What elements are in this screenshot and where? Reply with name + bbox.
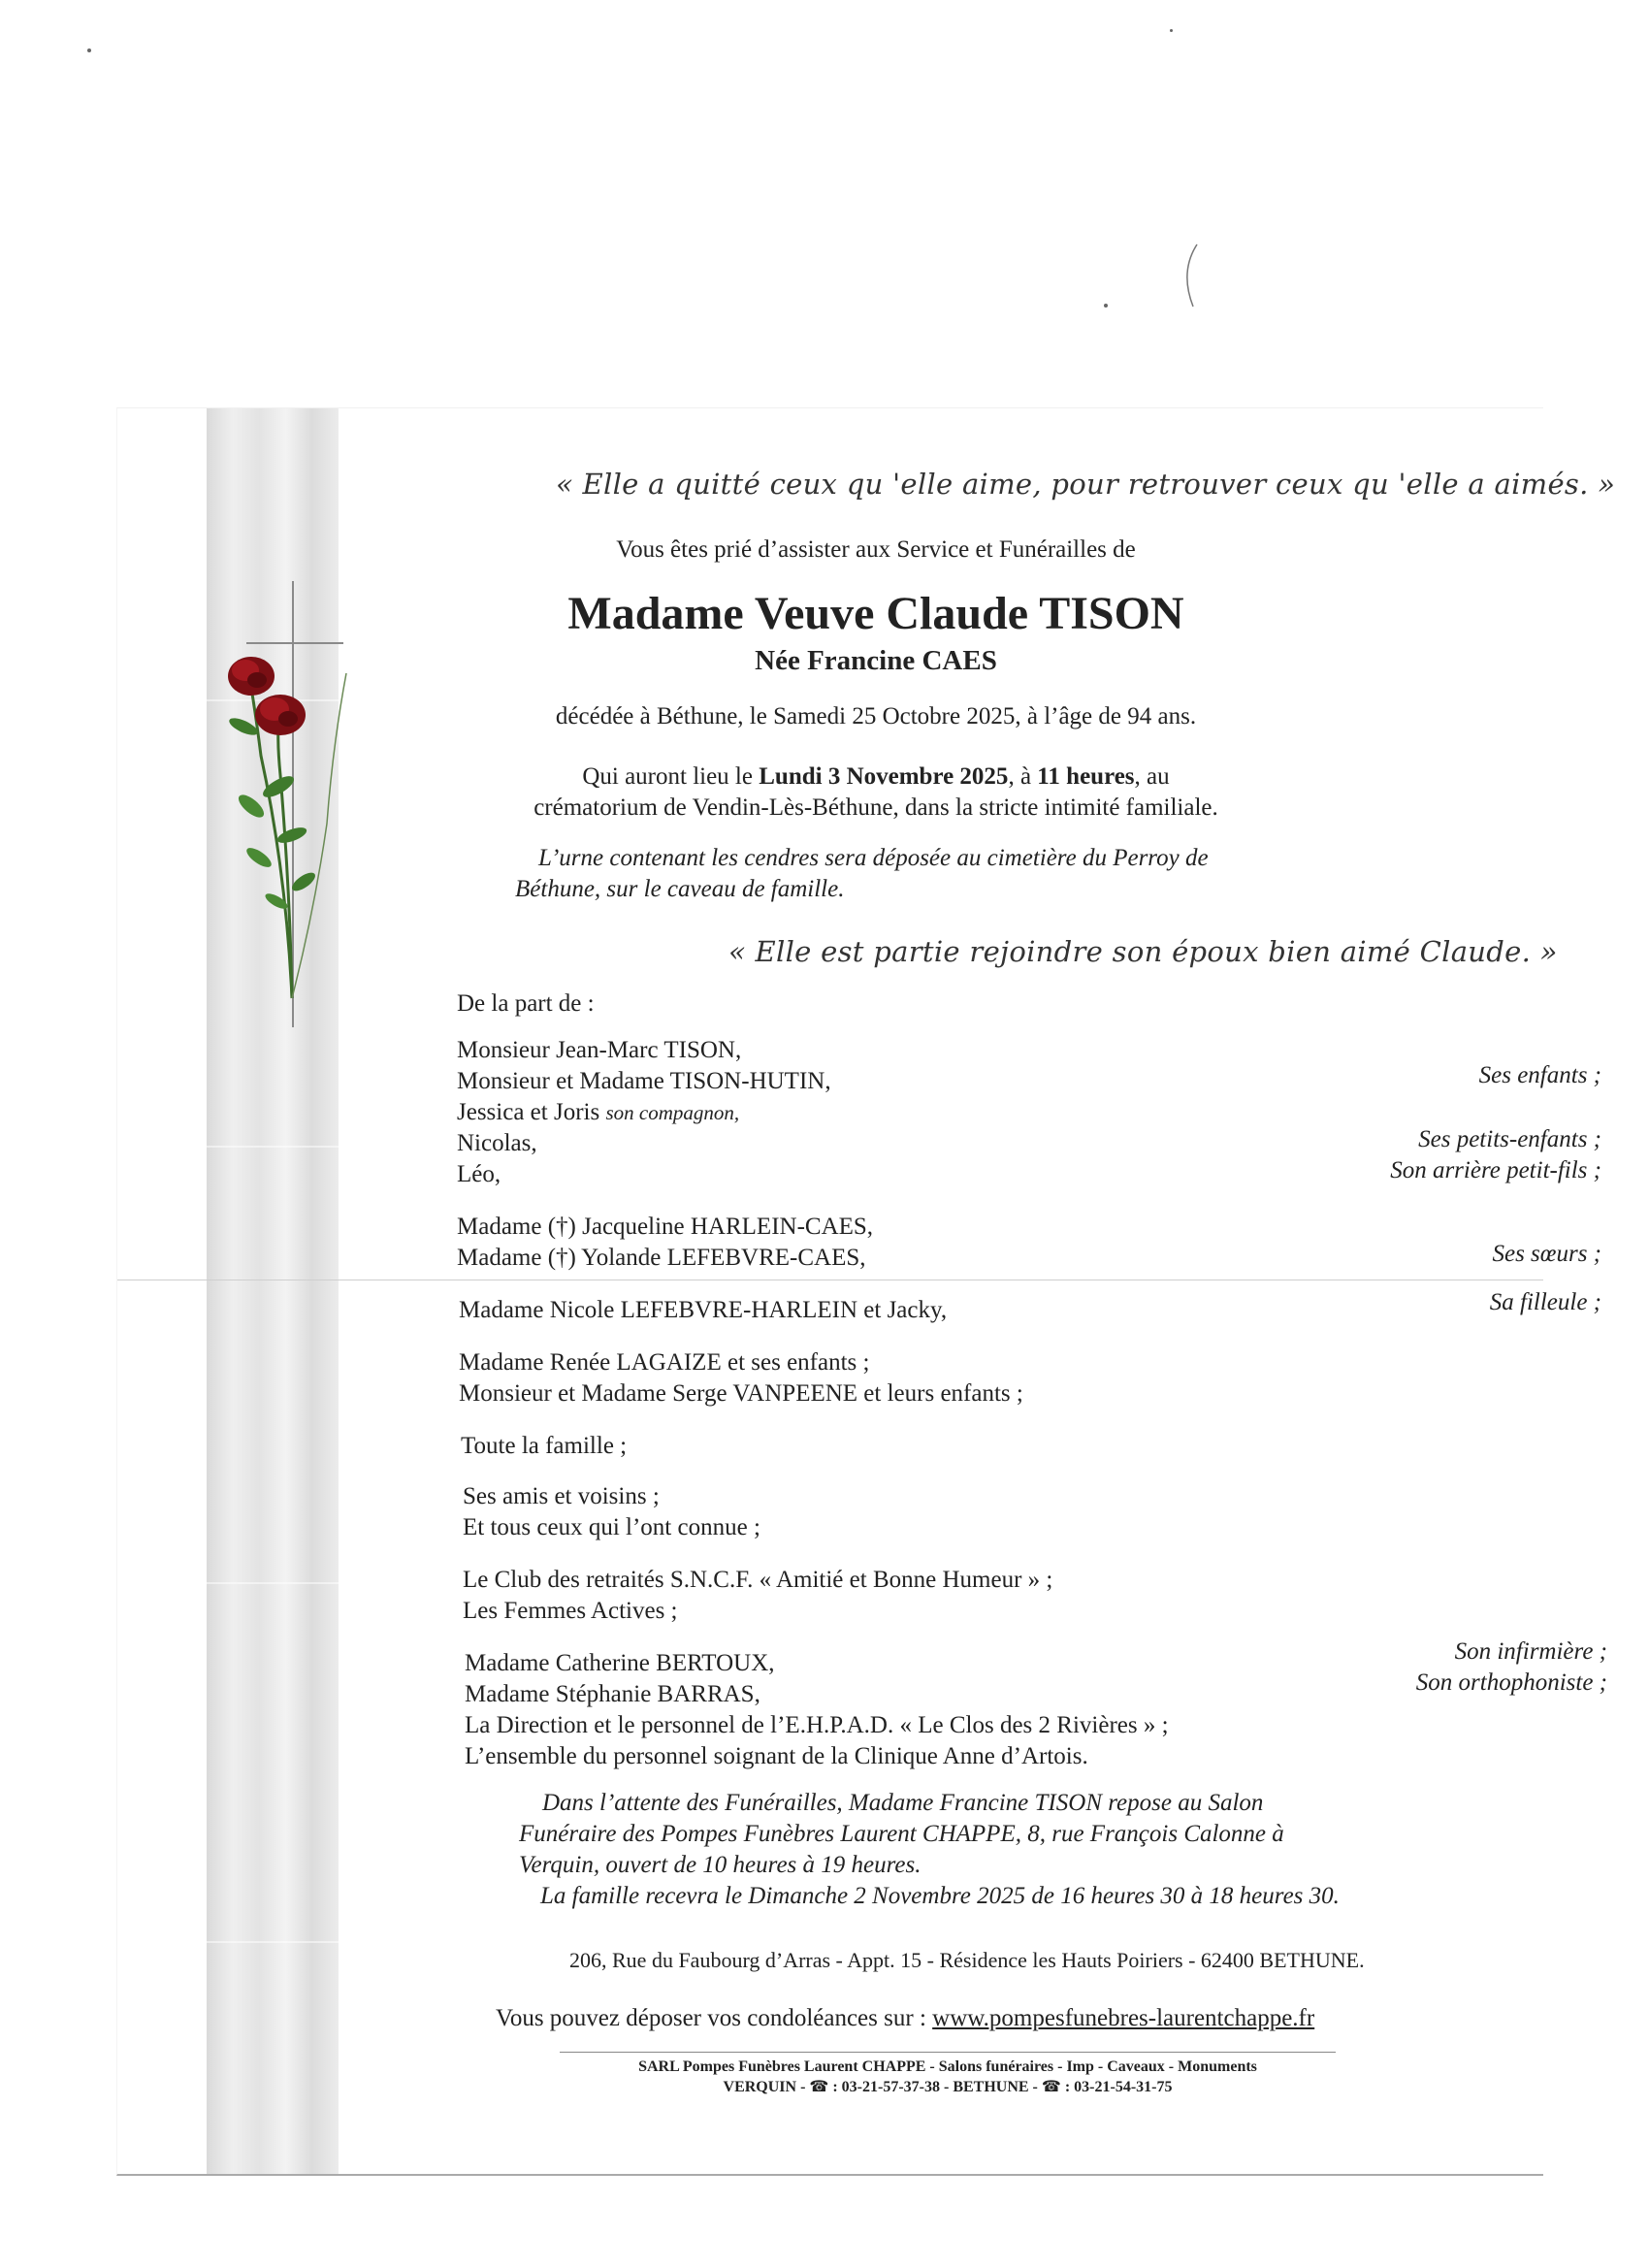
intro-line: Vous êtes prié d’assister aux Service et Funérailles de [616, 536, 1136, 563]
family-line-name: Jessica et Joris [457, 1099, 600, 1125]
service-suffix: , au [1134, 763, 1170, 790]
family-line: Madame Stéphanie BARRAS, [465, 1681, 760, 1707]
phone-icon: ☎ [809, 2077, 829, 2095]
footer-verquin-tel: : 03-21-57-37-38 - BETHUNE - [832, 2079, 1038, 2095]
salon-line-1: Dans l’attente des Funérailles, Madame Francine TISON repose au Salon [542, 1790, 1264, 1816]
relation-label: Son arrière petit-fils ; [1390, 1157, 1601, 1183]
service-line-1 [187, 761, 1565, 793]
relation-label: Son infirmière ; [1454, 1638, 1607, 1665]
relation-label: Ses sœurs ; [1492, 1241, 1601, 1267]
family-line: La Direction et le personnel de l’E.H.P.A.D. « Le Clos des 2 Rivières » ; [465, 1712, 1169, 1738]
address: 206, Rue du Faubourg d’Arras - Appt. 15 - Résidence les Hauts Poiriers - 62400 BETHUNE. [569, 1948, 1365, 1972]
family-line: Monsieur et Madame Serge VANPEENE et leurs enfants ; [459, 1380, 1023, 1407]
service-line-2: crématorium de Vendin-Lès-Béthune, dans la stricte intimité familiale. [534, 794, 1218, 821]
death-line: décédée à Béthune, le Samedi 25 Octobre 2025, à l’âge de 94 ans. [555, 703, 1197, 729]
footer-rule [560, 2052, 1336, 2053]
condolences-line [496, 2003, 1314, 2034]
from-label: De la part de : [457, 990, 595, 1017]
salon-line-2: Funéraire des Pompes Funèbres Laurent CHAPPE, 8, rue François Calonne à [519, 1821, 1284, 1847]
family-line: Et tous ceux qui l’ont connue ; [463, 1514, 760, 1540]
maiden-name: Née Francine CAES [755, 645, 997, 676]
footer-bethune-tel: : 03-21-54-31-75 [1064, 2079, 1173, 2095]
footer-phones [560, 2077, 1336, 2097]
salon-line-3: Verquin, ouvert de 10 heures à 19 heures. [519, 1852, 922, 1878]
family-line: Madame Catherine BERTOUX, [465, 1650, 775, 1676]
condolences-label: Vous pouvez déposer vos condoléances sur : [496, 2005, 926, 2031]
family-line: Nicolas, [457, 1130, 537, 1156]
scan-speck [1104, 304, 1108, 308]
service-prefix: Qui auront lieu le [582, 763, 753, 790]
urn-line-2: Béthune, sur le caveau de famille. [515, 876, 845, 902]
scan-mark [1174, 243, 1203, 310]
family-line: Madame Renée LAGAIZE et ses enfants ; [459, 1349, 870, 1376]
phone-icon: ☎ [1041, 2077, 1061, 2095]
relation-label: Ses enfants ; [1478, 1062, 1601, 1088]
service-date: Lundi 3 Novembre 2025 [759, 763, 1009, 790]
relation-label: Ses petits-enfants ; [1418, 1126, 1601, 1152]
family-line: Madame (†) Yolande LEFEBVRE-CAES, [457, 1245, 866, 1271]
footer-verquin: VERQUIN - [723, 2079, 806, 2095]
family-line: L’ensemble du personnel soignant de la Clinique Anne d’Artois. [465, 1743, 1088, 1769]
scan-speck [87, 49, 91, 52]
family-line: Toute la famille ; [461, 1433, 628, 1459]
family-line [457, 1097, 739, 1128]
scan-speck [1170, 29, 1173, 32]
family-line: Madame Nicole LEFEBVRE-HARLEIN et Jacky, [459, 1297, 948, 1323]
family-line: Les Femmes Actives ; [463, 1598, 678, 1624]
deceased-name: Madame Veuve Claude TISON [567, 588, 1184, 639]
family-line: Madame (†) Jacqueline HARLEIN-CAES, [457, 1214, 874, 1240]
family-line: Monsieur et Madame TISON-HUTIN, [457, 1068, 831, 1094]
family-line-relation: son compagnon, [605, 1101, 740, 1124]
service-mid: , à [1008, 763, 1032, 790]
family-line: Le Club des retraités S.N.C.F. « Amitié et Bonne Humeur » ; [463, 1567, 1053, 1593]
family-line: Léo, [457, 1161, 501, 1187]
closing-quote: « Elle est partie rejoindre son époux bien aimé Claude. » [728, 935, 1558, 968]
condolences-link[interactable]: www.pompesfunebres-laurentchappe.fr [932, 2005, 1315, 2031]
relation-label: Son orthophoniste ; [1415, 1669, 1607, 1696]
urn-line-1: L’urne contenant les cendres sera déposée au cimetière du Perroy de [538, 845, 1209, 871]
family-line: Ses amis et voisins ; [463, 1483, 660, 1509]
footer-company: SARL Pompes Funèbres Laurent CHAPPE - Salons funéraires - Imp - Caveaux - Monuments [638, 2058, 1257, 2075]
opening-quote: « Elle a quitté ceux qu 'elle aime, pour retrouver ceux qu 'elle a aimés. » [556, 468, 1616, 501]
service-time: 11 heures [1037, 763, 1135, 790]
salon-line-4: La famille recevra le Dimanche 2 Novembre 2025 de 16 heures 30 à 18 heures 30. [540, 1883, 1340, 1909]
family-line: Monsieur Jean-Marc TISON, [457, 1037, 742, 1063]
relation-label: Sa filleule ; [1489, 1289, 1601, 1315]
funeral-notice-card [116, 407, 1616, 2176]
